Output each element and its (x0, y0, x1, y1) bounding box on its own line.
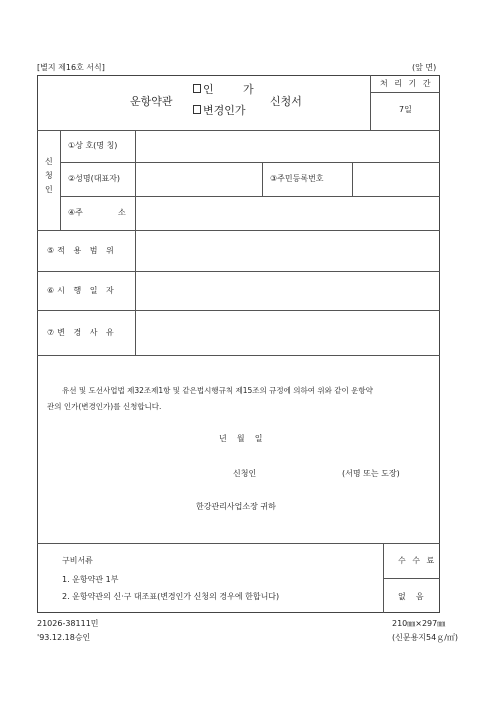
title-option-change-approval: 변경인가 (203, 104, 246, 117)
form-number: [별지 제16호 서식] (37, 63, 105, 72)
approval-date: '93.12.18승인 (37, 633, 91, 642)
address-label-b: 소 (118, 208, 126, 217)
applicant-section-label-2: 청 (45, 171, 53, 180)
change-reason-field[interactable] (136, 311, 439, 354)
processing-period-value: 7일 (399, 105, 412, 114)
divider (370, 75, 371, 130)
title-right: 신청서 (270, 95, 302, 108)
business-name-label: ①상 호(명 칭) (68, 141, 118, 150)
representative-name-label: ②성명(대표자) (68, 174, 121, 183)
fee-value: 없 음 (398, 592, 424, 601)
page-side-label: (앞 면) (412, 63, 437, 72)
addressee: 한강관리사업소장 귀하 (196, 502, 276, 511)
applicant-section-label-1: 신 (45, 157, 53, 166)
resident-number-label: ③주민등록번호 (270, 174, 324, 183)
effective-date-field[interactable] (136, 272, 439, 309)
scope-field[interactable] (136, 231, 439, 270)
statement-line-1: 유선 및 도선사업법 제32조제1항 및 같은법시행규칙 제15조의 규정에 의하여 위와 같이 운항약 (62, 386, 373, 395)
form-code: 21026-38111민 (37, 619, 99, 628)
divider (37, 543, 440, 544)
resident-number-field[interactable] (353, 163, 439, 195)
applicant-signature-label: 신청인 (233, 469, 257, 478)
title-left: 운항약관 (130, 95, 173, 108)
required-documents-label: 구비서류 (62, 556, 93, 565)
title-option-approval-b: 가 (243, 83, 254, 96)
paper-type: (신문용지54ｇ/㎡) (392, 633, 459, 642)
title-option-approval-a: 인 (203, 83, 214, 96)
date-line: 년 월 일 (219, 434, 263, 443)
address-label-a: ④주 (68, 208, 83, 217)
checkbox-change-approval[interactable] (193, 105, 201, 114)
divider (262, 162, 263, 196)
fee-label: 수 수 료 (398, 556, 437, 565)
divider (37, 355, 440, 356)
required-document-item: 1. 운항약관 1부 (62, 575, 119, 584)
processing-period-label: 처 리 기 간 (380, 79, 433, 88)
address-field[interactable] (136, 197, 439, 229)
required-document-item: 2. 운항약관의 신·구 대조표(변경인가 신청의 경우에 한합니다) (62, 592, 280, 601)
divider (60, 130, 61, 230)
signature-or-seal-label: (서명 또는 도장) (342, 469, 400, 478)
effective-date-label: ⑥시 행 일 자 (47, 286, 117, 295)
paper-size: 210㎜×297㎜ (392, 619, 446, 628)
statement-line-2: 관의 인가(변경인가)를 신청합니다. (47, 402, 162, 411)
business-name-field[interactable] (136, 131, 439, 161)
divider (383, 578, 440, 579)
representative-name-field[interactable] (136, 163, 261, 195)
scope-label: ⑤적 용 범 위 (47, 246, 117, 255)
change-reason-label: ⑦변 경 사 유 (47, 328, 117, 337)
applicant-section-label-3: 인 (45, 185, 53, 194)
divider (370, 92, 440, 93)
checkbox-approval[interactable] (193, 84, 201, 93)
